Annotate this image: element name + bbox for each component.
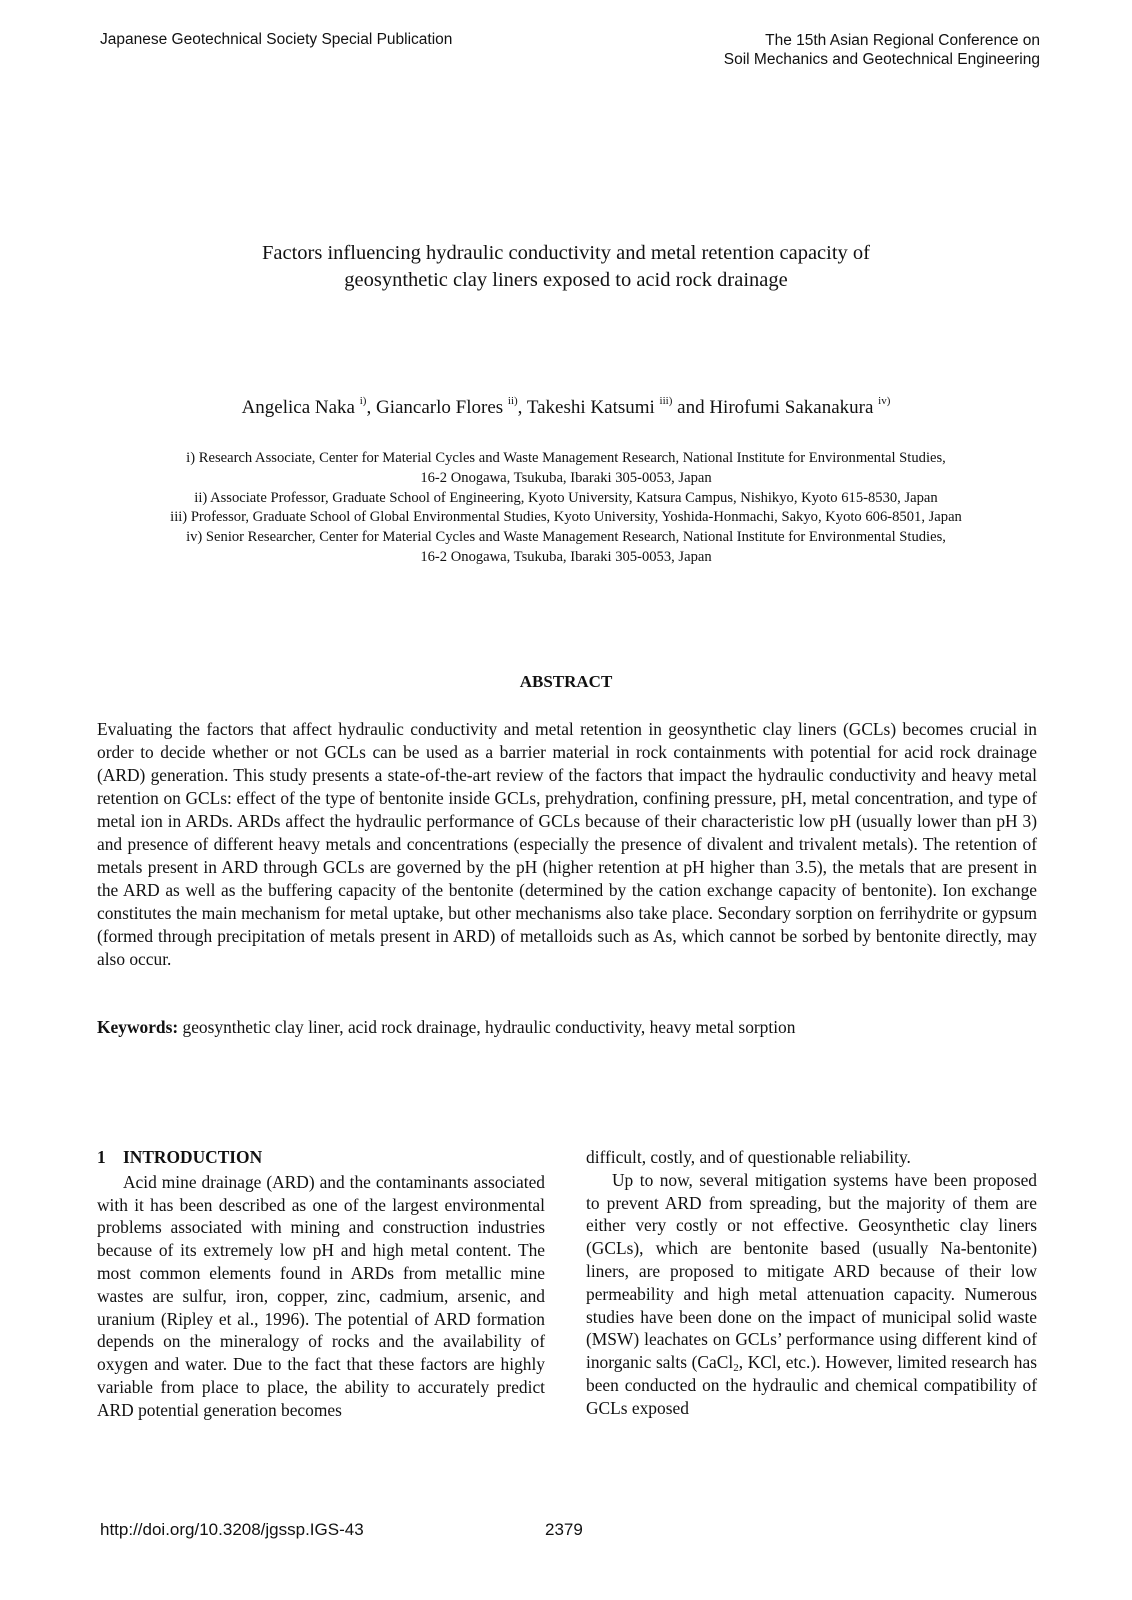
author-name: Takeshi Katsumi [526, 397, 655, 418]
author-mark: iv) [878, 395, 891, 407]
doi-link[interactable]: http://doi.org/10.3208/jgssp.IGS-43 [100, 1520, 364, 1539]
header-right-line2: Soil Mechanics and Geotechnical Engineering [723, 51, 1040, 68]
affiliation-line: 16-2 Onogawa, Tsukuba, Ibaraki 305-0053, Japan [420, 548, 712, 565]
intro-paragraph-1: Acid mine drainage (ARD) and the contaminants associated with it has been described as one of the largest environmental problems associated with mining and construction industries because of its extremely low pH and high metal content. The most common elements found in ARDs from metallic mine wastes are sulfur, iron, copper, zinc, cadmium, arsenic, and uranium (Ripley et al., 1996). The potential of ARD formation depends on the mineralogy of rocks and the availability of oxygen and water. Due to the fact that these factors are highly variable from place to place, the ability to accurately predict ARD potential generation becomes [97, 1171, 545, 1420]
author-mark: i) [359, 395, 367, 407]
affiliation-line: iii) Professor, Graduate School of Global Environmental Studies, Kyoto University, Yoshida-Honmachi, Sakyo, Kyoto 606-8501, Japan [170, 509, 962, 526]
paragraph-text: Up to now, several mitigation systems have been proposed to prevent ARD from spreading, but the majority of them are either very costly or not effective. Geosynthetic clay liners (GCLs), which are bentonite based (usually Na-bentonite) liners, are proposed to mitigate ARD because of their low permeability and high metal attenuation capacity. Numerous studies have been done on the impact of municipal solid waste (MSW) leachates on GCLs’ performance using different kind of inorganic salts (CaCl [586, 1169, 1037, 1373]
author-mark: iii) [659, 395, 673, 407]
author-name: Hirofumi Sakanakura [709, 397, 874, 418]
author-name: Giancarlo Flores [375, 397, 504, 418]
author-separator: and [672, 397, 710, 418]
affiliation-line: ii) Associate Professor, Graduate School of Engineering, Kyoto University, Katsura Campus, Nishikyo, Kyoto 615-8530, Japan [194, 489, 938, 506]
keywords-text: geosynthetic clay liner, acid rock drainage, hydraulic conductivity, heavy metal sorption [182, 1017, 796, 1037]
author-separator: , [366, 397, 376, 418]
column-right [586, 1146, 1037, 1420]
title-line1: Factors influencing hydraulic conductivity and metal retention capacity of [262, 242, 870, 264]
intro-paragraph-1-continued: difficult, costly, and of questionable reliability. [586, 1147, 911, 1167]
author-name: Angelica Naka [241, 397, 355, 418]
author-mark: ii) [507, 395, 518, 407]
intro-paragraph-2 [586, 1169, 1037, 1420]
affiliation-line: 16-2 Onogawa, Tsukuba, Ibaraki 305-0053, Japan [420, 469, 712, 486]
page-number: 2379 [545, 1520, 583, 1539]
running-header-right [724, 31, 1040, 69]
section-number: 1 [97, 1147, 106, 1167]
abstract-text: Evaluating the factors that affect hydraulic conductivity and metal retention in geosynthetic clay liners (GCLs) becomes crucial in order to decide whether or not GCLs can be used as a barrier material in rock containments with potential for acid rock drainage (ARD) generation. This study presents a state-of-the-art review of the factors that impact the hydraulic conductivity and heavy metal retention on GCLs: effect of the type of bentonite inside GCLs, prehydration, confining pressure, pH, metal concentration, and type of metal ion in ARDs. ARDs affect the hydraulic performance of GCLs because of their characteristic low pH (usually lower than pH 3) and presence of different heavy metals and concentrations (especially the presence of divalent and trivalent metals). The retention of metals present in ARD through GCLs are governed by the pH (higher retention at pH higher than 3.5), the metals that are present in the ARD as well as the buffering capacity of the bentonite (determined by the cation exchange capacity of bentonite). Ion exchange constitutes the main mechanism for metal uptake, but other mechanisms also take place. Secondary sorption on ferrihydrite or gypsum (formed through precipitation of metals present in ARD) of metalloids such as As, which cannot be sorbed by bentonite directly, may also occur. [97, 719, 1037, 969]
section-heading [97, 1146, 545, 1169]
column-left [97, 1146, 545, 1422]
affiliation-line: iv) Senior Researcher, Center for Material Cycles and Waste Management Research, National Institute for Environmental Studies, [186, 529, 946, 546]
affiliations [60, 449, 1072, 568]
running-header-left: Japanese Geotechnical Society Special Publication [100, 31, 453, 48]
author-separator: , [517, 397, 527, 418]
header-right-line1: The 15th Asian Regional Conference on [765, 32, 1040, 49]
paragraph-text: , KCl, etc.). However, limited research has been conducted on the hydraulic and chemical compatibility of GCLs exposed [586, 1352, 1037, 1418]
subscript: 2 [733, 1362, 739, 1375]
affiliation-line: i) Research Associate, Center for Material Cycles and Waste Management Research, National Institute for Environmental Studies, [186, 450, 946, 466]
abstract-heading: ABSTRACT [519, 672, 613, 691]
keywords [97, 1017, 1037, 1038]
author-list [0, 397, 1132, 419]
title-line2: geosynthetic clay liners exposed to acid rock drainage [344, 269, 788, 291]
keywords-label: Keywords: [97, 1017, 179, 1037]
section-title: INTRODUCTION [123, 1147, 263, 1167]
paper-title [0, 240, 1132, 294]
